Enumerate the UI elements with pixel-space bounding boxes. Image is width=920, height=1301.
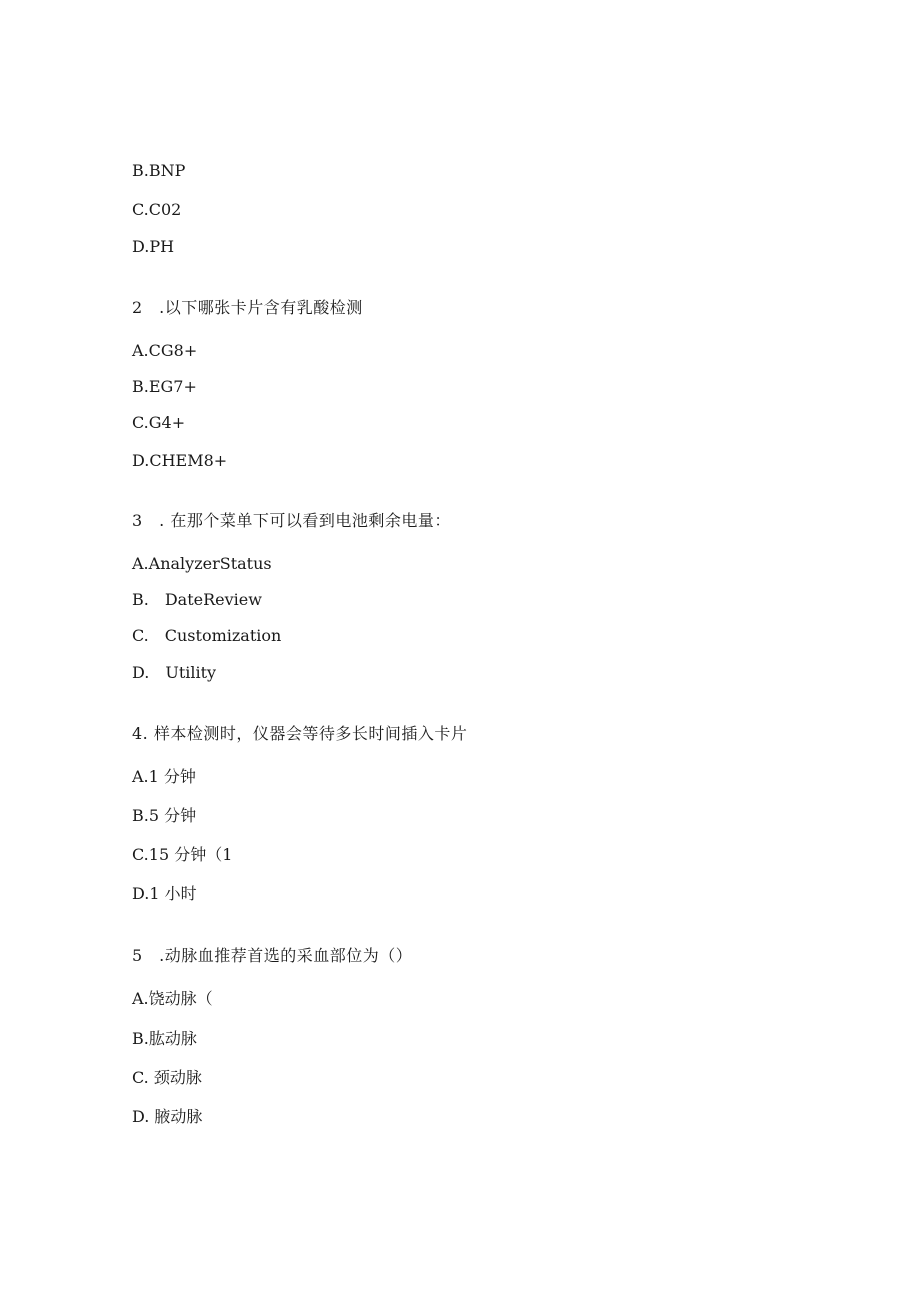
option-c-q4: C.15 分钟（1	[132, 845, 233, 864]
option-c-q5: C. 颈动脉	[132, 1068, 202, 1087]
option-b-q4: B.5 分钟	[132, 806, 197, 825]
option-a-q5: A.饶动脉（	[132, 989, 213, 1008]
option-d-q4: D.1 小时	[132, 884, 197, 903]
option-b-q1: B.BNP	[132, 161, 186, 180]
question-5: 5 .动脉血推荐首选的采血部位为（）	[132, 946, 413, 965]
option-d-q3: D. Utility	[132, 663, 217, 682]
option-c-q1: C.C02	[132, 200, 182, 219]
option-c-q3: C. Customization	[132, 626, 282, 645]
option-a-q4: A.1 分钟	[132, 767, 196, 786]
option-c-q2: C.G4+	[132, 413, 186, 432]
option-d-q1: D.PH	[132, 237, 175, 256]
option-d-q5: D. 腋动脉	[132, 1107, 203, 1126]
option-b-q2: B.EG7+	[132, 377, 197, 396]
question-2: 2 .以下哪张卡片含有乳酸检测	[132, 298, 363, 317]
question-3: 3 . 在那个菜单下可以看到电池剩余电量：	[132, 511, 451, 530]
option-b-q5: B.肱动脉	[132, 1029, 197, 1048]
option-a-q2: A.CG8+	[132, 341, 198, 360]
question-4: 4. 样本检测时，仪器会等待多长时间插入卡片	[132, 724, 468, 743]
option-d-q2: D.CHEM8+	[132, 451, 228, 470]
option-a-q3: A.AnalyzerStatus	[132, 554, 272, 573]
option-b-q3: B. DateReview	[132, 590, 262, 609]
